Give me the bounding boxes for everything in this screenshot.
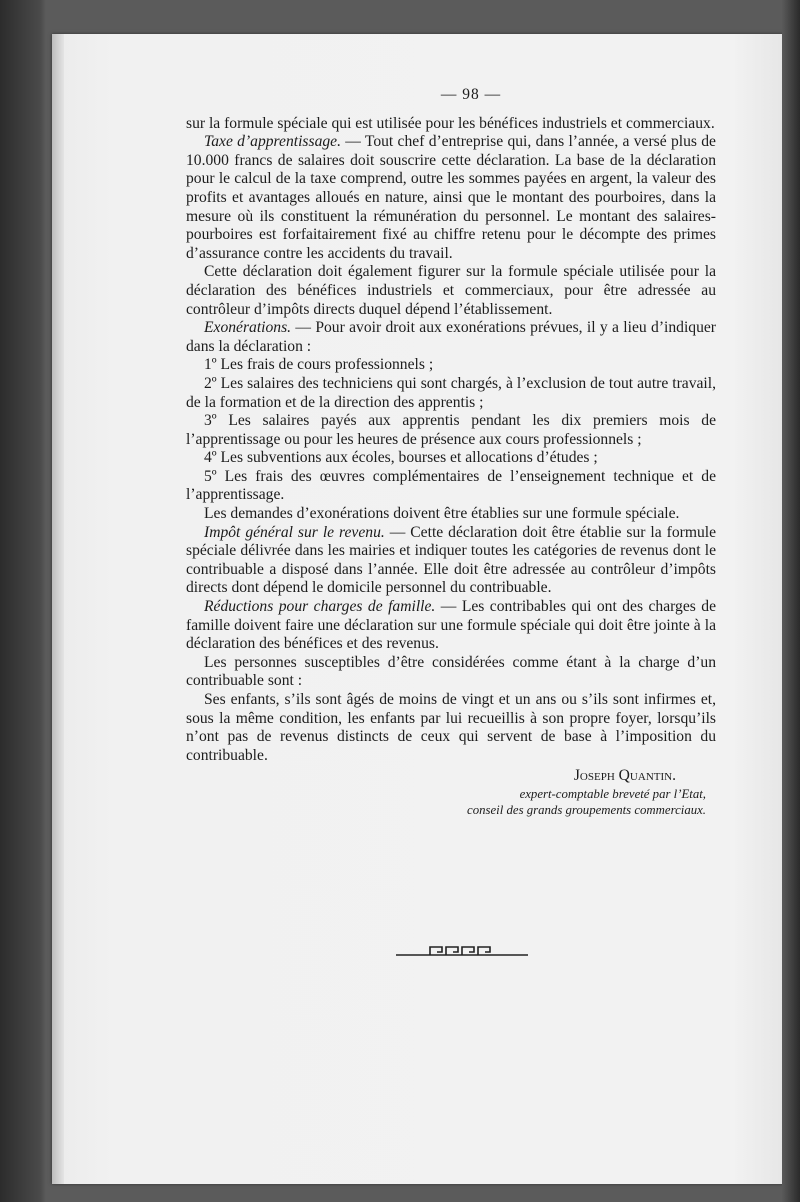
paragraph-text: 1º Les frais de cours professionnels ; [204,356,434,374]
paragraph [186,449,716,468]
signature-role-2: conseil des grands groupements commerciaux. [467,802,706,817]
paragraph [186,133,716,263]
paragraph [186,505,716,524]
paragraph [186,691,716,765]
paragraph-list [186,115,716,766]
paragraph-text: — Cette déclaration doit être établie sur la formule spéciale délivrée dans les mairies et indiquer toutes les catégories de revenus dont le contribuable a disposé dans l’année. Elle doit être adressée au contrôleur d’impôts directs dont dépend le domicile personnel du contribuable. [186,523,717,597]
paragraph-text: 5º Les frais des œuvres complémentaires de l’enseignement technique et de l’apprentissage. [186,467,716,504]
paragraph [186,115,716,134]
paragraph-text: 4º Les subventions aux écoles, bourses et allocations d’études ; [204,449,598,467]
paragraph-text: 3º Les salaires payés aux apprentis pendant les dix premiers mois de l’apprentissage ou pour les heures de présence aux cours professionnels ; [186,412,716,448]
paragraph-text: Cette déclaration doit également figurer sur la formule spéciale utilisée pour la déclaration des bénéfices industriels et commerciaux, pour être adressée au contrôleur d’impôts directs duquel dépend l’établissement. [186,263,716,318]
paragraph-heading: Exonérations. [204,319,292,337]
paragraph-text: Les personnes susceptibles d’être considérées comme étant à la charge d’un contribuable sont : [186,653,716,690]
paragraph-text: Ses enfants, s’ils sont âgés de moins de vingt et un ans ou s’ils sont infirmes et, sous la même condition, les enfants par lui recueillis à son propre foyer, lorsqu’ils n’ont pas de revenus distincts de ceux qui servent de base à l’imposition du contribuable. [186,691,716,764]
signature-role-1: expert-comptable breveté par l’Etat, [519,786,706,801]
paragraph [186,412,716,449]
page-number: — 98 — [440,86,502,103]
paragraph-text: 2º Les salaires des techniciens qui sont chargés, à l’exclusion de tout autre travail, de la formation et de la direction des apprentis ; [186,374,716,411]
paragraph [186,319,716,356]
paragraph [186,263,716,319]
paragraph-text: — Pour avoir droit aux exonérations prévues, il y a lieu d’indiquer dans la déclaration : [186,319,716,355]
paragraph [186,468,716,505]
scan-right-border [782,0,800,1202]
paragraph-heading: Taxe d’apprentissage. [204,133,341,151]
paragraph [186,375,716,412]
paragraph-heading: Réductions pour charges de famille. [204,598,436,616]
page-binding-shadow [52,34,64,1184]
paragraph-text: — Les contribables qui ont des charges de famille doivent faire une déclaration sur une formule spéciale qui doit être jointe à la déclaration des bénéfices et des revenus. [186,598,717,653]
paragraph-text: Les demandes d’exonérations doivent être établies sur une formule spéciale. [204,505,680,523]
paragraph-text: — Tout chef d’entreprise qui, dans l’année, a versé plus de 10.000 francs de salaires doit souscrire cette déclaration. La base de la déclaration pour le calcul de la taxe comprend, outre les sommes payées en argent, la valeur des profits et avantages alloués en nature, ainsi que le montant des pourboires, dans la mesure où ils constituent la rémunération du personnel. Le montant des salaires-pourboires est forfaitairement fixé au chiffre retenu pour le décompte des primes d’assurance contre les accidents du travail. [186,133,716,262]
paragraph [186,356,716,375]
paragraph [186,524,716,598]
signature-block [186,767,716,818]
greek-key-ornament-icon [396,944,528,958]
paragraph [186,598,716,654]
signature-name: Joseph Quantin. [573,767,676,785]
paragraph-text: sur la formule spéciale qui est utilisée pour les bénéfices industriels et commerciaux. [186,114,715,132]
paragraph [186,654,716,691]
paragraph-heading: Impôt général sur le revenu. [204,523,385,541]
page-body [186,86,716,818]
